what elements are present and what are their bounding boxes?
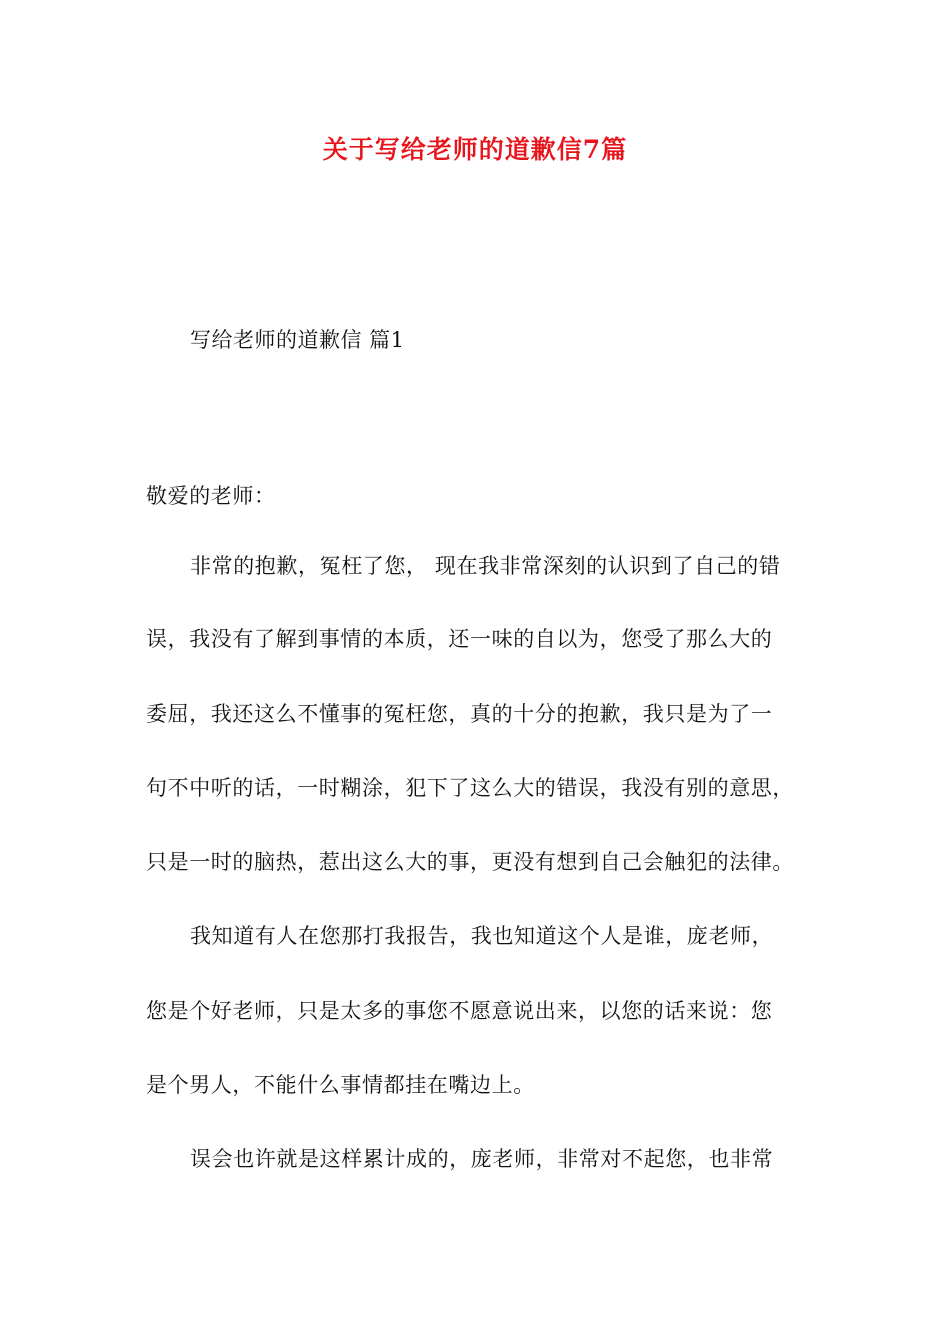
paragraph-line: 句不中听的话，一时糊涂，犯下了这么大的错误，我没有别的意思， [146, 776, 794, 800]
paragraph-line: 误，我没有了解到事情的本质，还一味的自以为，您受了那么大的 [146, 627, 773, 651]
paragraph-line: 委屈，我还这么不懂事的冤枉您，真的十分的抱歉，我只是为了一 [146, 702, 773, 726]
section-heading: 写给老师的道歉信 篇1 [190, 328, 405, 352]
paragraph-line: 误会也许就是这样累计成的，庞老师，非常对不起您，也非常 [190, 1147, 774, 1171]
paragraph-line: 只是一时的脑热，惹出这么大的事，更没有想到自己会触犯的法律。 [146, 850, 794, 874]
paragraph-line: 您是个好老师，只是太多的事您不愿意说出来，以您的话来说：您 [146, 999, 773, 1023]
paragraph-line: 我知道有人在您那打我报告，我也知道这个人是谁，庞老师， [190, 924, 774, 948]
document-title: 关于写给老师的道歉信7篇 [322, 135, 628, 164]
paragraph-line: 是个男人，不能什么事情都挂在嘴边上。 [146, 1073, 535, 1097]
paragraph-line: 非常的抱歉，冤枉了您， 现在我非常深刻的认识到了自己的错 [190, 554, 781, 578]
salutation-line: 敬爱的老师： [146, 484, 276, 508]
